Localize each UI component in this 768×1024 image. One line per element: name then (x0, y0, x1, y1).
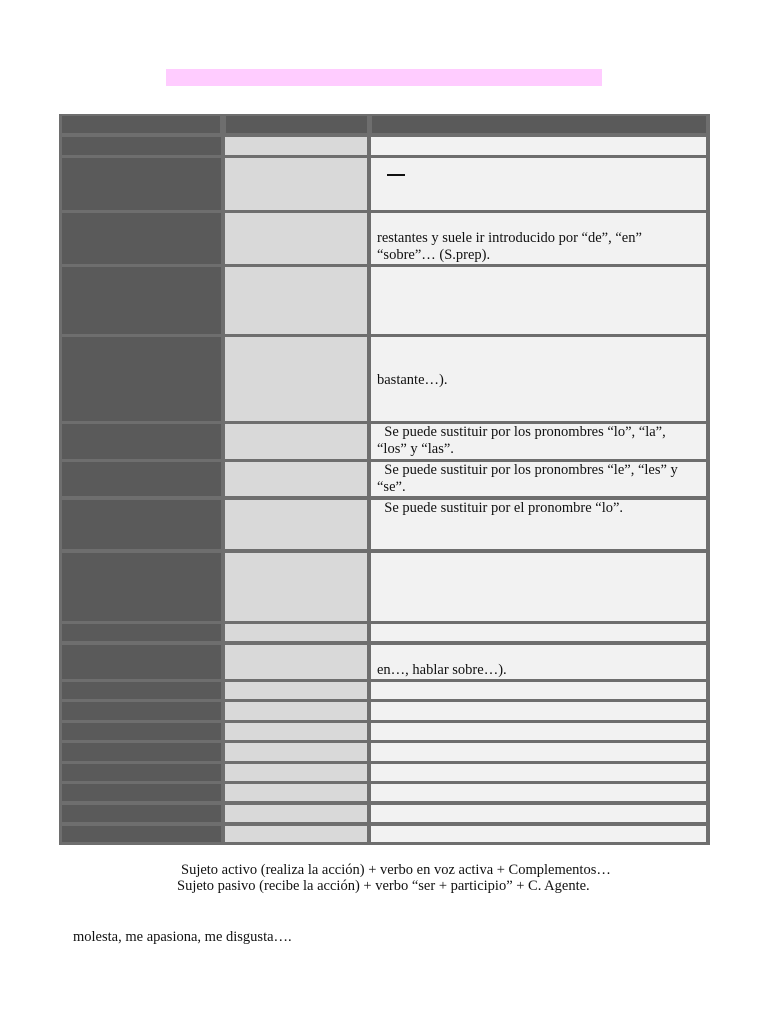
table-cell-col1 (62, 624, 221, 641)
table-cell-col1 (62, 213, 221, 264)
table-cell-col3 (371, 826, 706, 842)
table-cell-col2 (225, 137, 367, 155)
table-cell-text: en…, hablar sobre…). (377, 662, 507, 678)
table-cell-col3 (371, 553, 706, 621)
table-header-cell (62, 116, 220, 133)
table-cell-col2 (225, 213, 367, 264)
table-cell-col3 (371, 500, 706, 549)
table-cell-col3 (371, 702, 706, 720)
table-cell-col2 (225, 158, 367, 210)
table-cell-col3 (371, 158, 706, 210)
grammar-table (59, 114, 710, 845)
table-cell-text: Se puede sustituir por los pronombres “lo”, “la”, “los” y “las”. (377, 424, 666, 457)
table-cell-col2 (225, 553, 367, 621)
table-cell-col2 (225, 702, 367, 720)
table-cell-col1 (62, 424, 221, 459)
table-cell-text: Se puede sustituir por los pronombres “le”, “les” y “se”. (377, 462, 678, 495)
table-cell-col1 (62, 826, 221, 842)
table-header-cell (226, 116, 367, 133)
table-cell-col2 (225, 624, 367, 641)
table-cell-col2 (225, 682, 367, 699)
table-cell-col2 (225, 267, 367, 334)
table-cell-col1 (62, 784, 221, 801)
table-cell-col1 (62, 723, 221, 740)
table-cell-col2 (225, 764, 367, 781)
table-cell-col3 (371, 137, 706, 155)
table-cell-col3 (371, 267, 706, 334)
footer-line-passive: Sujeto pasivo (recibe la acción) + verbo “ser + participio” + C. Agente. (177, 878, 590, 894)
table-cell-col2 (225, 743, 367, 761)
table-cell-col2 (225, 645, 367, 679)
table-cell-col3 (371, 213, 706, 264)
table-cell-col3 (371, 743, 706, 761)
table-cell-col1 (62, 805, 221, 822)
footer-line-verbs: molesta, me apasiona, me disgusta…. (73, 929, 292, 945)
table-cell-col3 (371, 682, 706, 699)
table-cell-col2 (225, 723, 367, 740)
table-cell-col3 (371, 624, 706, 641)
table-cell-col1 (62, 764, 221, 781)
table-cell-col1 (62, 682, 221, 699)
table-cell-col1 (62, 137, 221, 155)
table-cell-text: bastante…). (377, 372, 448, 388)
table-cell-col1 (62, 743, 221, 761)
table-cell-text: restantes y suele ir introducido por “de”, “en” “sobre”… (S.prep). (377, 230, 642, 263)
table-cell-col1 (62, 702, 221, 720)
table-cell-col1 (62, 337, 221, 421)
table-cell-text: Se puede sustituir por el pronombre “lo”. (377, 500, 624, 516)
title-highlight-bar (166, 69, 602, 86)
table-cell-col1 (62, 645, 221, 679)
table-cell-col3 (371, 645, 706, 679)
table-cell-col3 (371, 424, 706, 459)
table-cell-col2 (225, 424, 367, 459)
table-cell-col2 (225, 462, 367, 496)
table-cell-col2 (225, 337, 367, 421)
footer-line-active: Sujeto activo (realiza la acción) + verbo en voz activa + Complementos… (181, 862, 611, 878)
table-cell-col3 (371, 784, 706, 801)
table-cell-col3 (371, 337, 706, 421)
table-cell-col2 (225, 826, 367, 842)
table-cell-col3 (371, 723, 706, 740)
table-cell-col1 (62, 500, 221, 549)
table-cell-col2 (225, 500, 367, 549)
table-cell-col3 (371, 764, 706, 781)
table-cell-col3 (371, 462, 706, 496)
table-cell-col3 (371, 805, 706, 822)
table-header-cell (372, 116, 706, 133)
table-cell-col1 (62, 158, 221, 210)
table-cell-col2 (225, 784, 367, 801)
dash-mark (387, 174, 405, 176)
table-cell-col1 (62, 462, 221, 496)
table-cell-col1 (62, 267, 221, 334)
table-cell-col2 (225, 805, 367, 822)
table-cell-col1 (62, 553, 221, 621)
